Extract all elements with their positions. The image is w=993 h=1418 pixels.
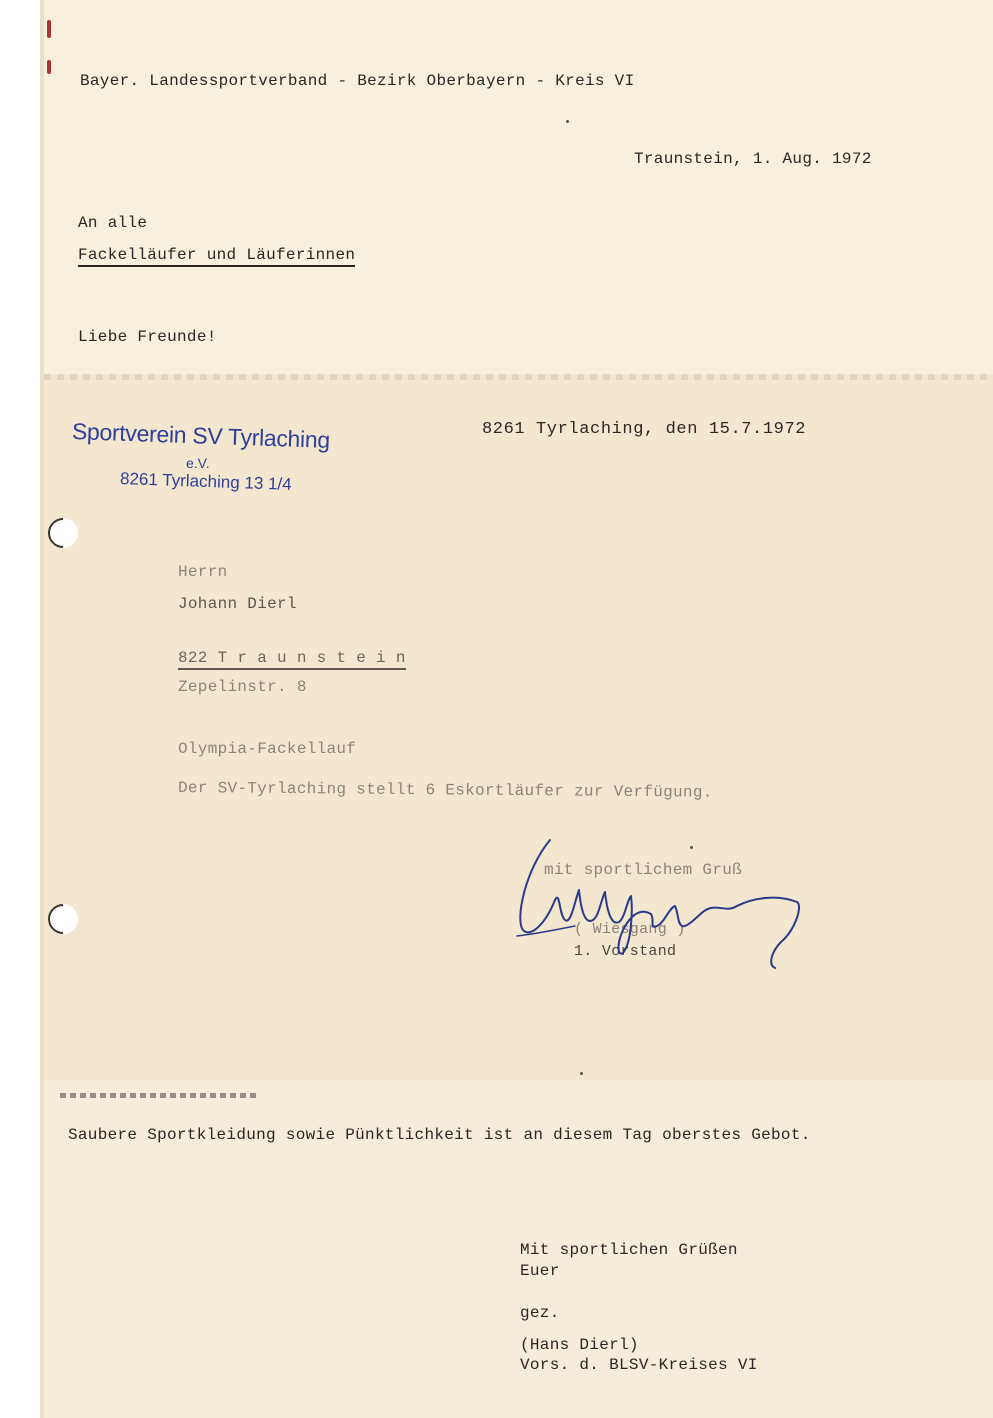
recipient-name: Johann Dierl <box>178 595 297 613</box>
club-stamp-suffix: e.V. <box>186 455 210 471</box>
top-letter-sheet <box>44 0 993 380</box>
addressee-line-1: An alle <box>78 214 148 232</box>
recipient-street: Zepelinstr. 8 <box>178 678 307 696</box>
instruction-line: Saubere Sportkleidung sowie Pünktlichkeit ist an diesem Tag oberstes Gebot. <box>68 1126 811 1144</box>
recipient-salutation: Herrn <box>178 563 228 581</box>
bottom-closing-1: Mit sportlichen Grüßen <box>520 1241 738 1259</box>
bottom-signer: (Hans Dierl) <box>520 1336 639 1354</box>
gez-mark: gez. <box>520 1304 560 1322</box>
speck <box>580 1072 583 1075</box>
red-mark <box>47 20 51 38</box>
letterhead: Bayer. Landessportverband - Bezirk Oberbayern - Kreis VI <box>80 72 635 90</box>
subject-line: Olympia-Fackellauf <box>178 740 357 758</box>
club-closing: mit sportlichem Gruß <box>544 861 743 879</box>
club-stamp-address: 8261 Tyrlaching 13 1/4 <box>119 469 292 494</box>
bottom-signer-title: Vors. d. BLSV-Kreises VI <box>520 1356 758 1374</box>
red-mark <box>47 60 51 74</box>
club-stamp-name: Sportverein SV Tyrlaching <box>71 418 331 453</box>
speck <box>690 846 693 849</box>
salutation: Liebe Freunde! <box>78 328 217 346</box>
club-place-date: 8261 Tyrlaching, den 15.7.1972 <box>482 420 807 439</box>
recipient-city: 822 T r a u n s t e i n <box>178 649 406 670</box>
speck <box>566 120 569 123</box>
club-signer: ( Wiesgang ) <box>574 921 686 938</box>
cut-off-text-line <box>60 1093 260 1098</box>
letter-body: Der SV-Tyrlaching stellt 6 Eskortläufer zur Verfügung. <box>177 779 713 802</box>
bottom-closing-2: Euer <box>520 1262 560 1280</box>
top-place-date: Traunstein, 1. Aug. 1972 <box>634 150 872 168</box>
club-signer-title: 1. Vorstand <box>574 943 677 960</box>
handwritten-signature <box>515 830 805 970</box>
addressee-line-2: Fackelläufer und Läuferinnen <box>78 246 355 267</box>
paper-seam <box>44 374 993 380</box>
bottom-letter-sheet <box>44 1080 993 1418</box>
